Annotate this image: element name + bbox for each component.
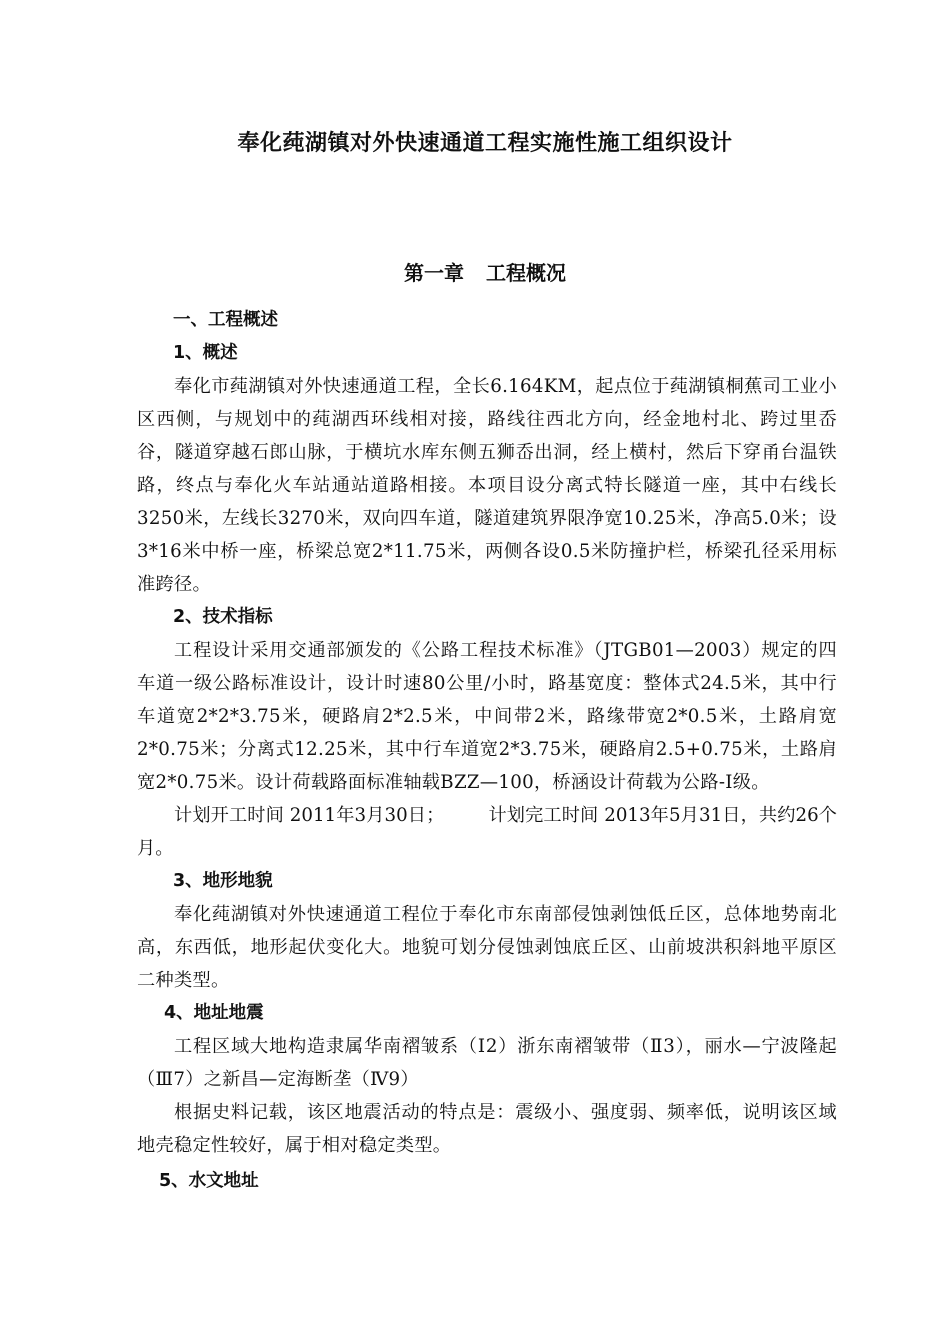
section-heading-topography: 3、地形地貌 <box>173 871 273 891</box>
section-heading-geology-seismic: 4、地址地震 <box>164 1003 264 1023</box>
paragraph-schedule <box>137 799 837 865</box>
chapter-number: 第一章 <box>404 261 464 285</box>
chapter-heading <box>0 257 950 286</box>
schedule-start: 计划开工时间 2011年3月30日； <box>174 805 445 826</box>
paragraph-seismic-activity: 根据史料记载，该区地震活动的特点是：震级小、强度弱、频率低，说明该区域地壳稳定性较好，属于相对稳定类型。 <box>137 1102 837 1156</box>
section-heading-technical-indicators: 2、技术指标 <box>173 607 273 627</box>
section-heading-summary: 1、概述 <box>173 343 238 363</box>
paragraph-topography: 奉化莼湖镇对外快速通道工程位于奉化市东南部侵蚀剥蚀低丘区，总体地势南北高，东西低，地形起伏变化大。地貌可划分侵蚀剥蚀底丘区、山前坡洪积斜地平原区二种类型。 <box>137 904 837 991</box>
paragraph-tectonics: 工程区域大地构造隶属华南褶皱系（Ⅰ2）浙东南褶皱带（Ⅱ3），丽水—宁波隆起（Ⅲ7）之新昌—定海断垄（Ⅳ9） <box>137 1036 837 1090</box>
chapter-name: 工程概况 <box>486 261 566 285</box>
paragraph-technical-indicators: 工程设计采用交通部颁发的《公路工程技术标准》（JTGB01—2003）规定的四车道一级公路标准设计，设计时速80公里/小时，路基宽度：整体式24.5米，其中行车道宽2*2*3.75米，硬路肩2*2.5米，中间带2米，路缘带宽2*0.5米，土路肩宽2*0.75米；分离式12.25米，其中行车道宽2*3.75米，硬路肩2.5+0.75米，土路肩宽2*0.75米。设计荷载路面标准轴载BZZ—100，桥涵设计荷载为公路-Ⅰ级。 <box>137 640 837 793</box>
document-body <box>137 304 837 1198</box>
schedule-end: 计划完工时间 2013年5月31日，共约26个月。 <box>137 805 837 859</box>
section-heading-hydrology: 5、水文地址 <box>159 1171 259 1191</box>
paragraph-summary: 奉化市莼湖镇对外快速通道工程，全长6.164KM，起点位于莼湖镇桐蕉司工业小区西侧，与规划中的莼湖西环线相对接，路线往西北方向，经金地村北、跨过里岙谷，隧道穿越石郎山脉，于横坑水库东侧五狮岙出洞，经上横村，然后下穿甬台温铁路，终点与奉化火车站通站道路相接。本项目设分离式特长隧道一座，其中右线长3250米，左线长3270米，双向四车道，隧道建筑界限净宽10.25米，净高5.0米；设3*16米中桥一座，桥梁总宽2*11.75米，两侧各设0.5米防撞护栏，桥梁孔径采用标准跨径。 <box>137 376 837 595</box>
document-title: 奉化莼湖镇对外快速通道工程实施性施工组织设计 <box>237 131 733 156</box>
section-heading-overview: 一、工程概述 <box>173 310 278 330</box>
